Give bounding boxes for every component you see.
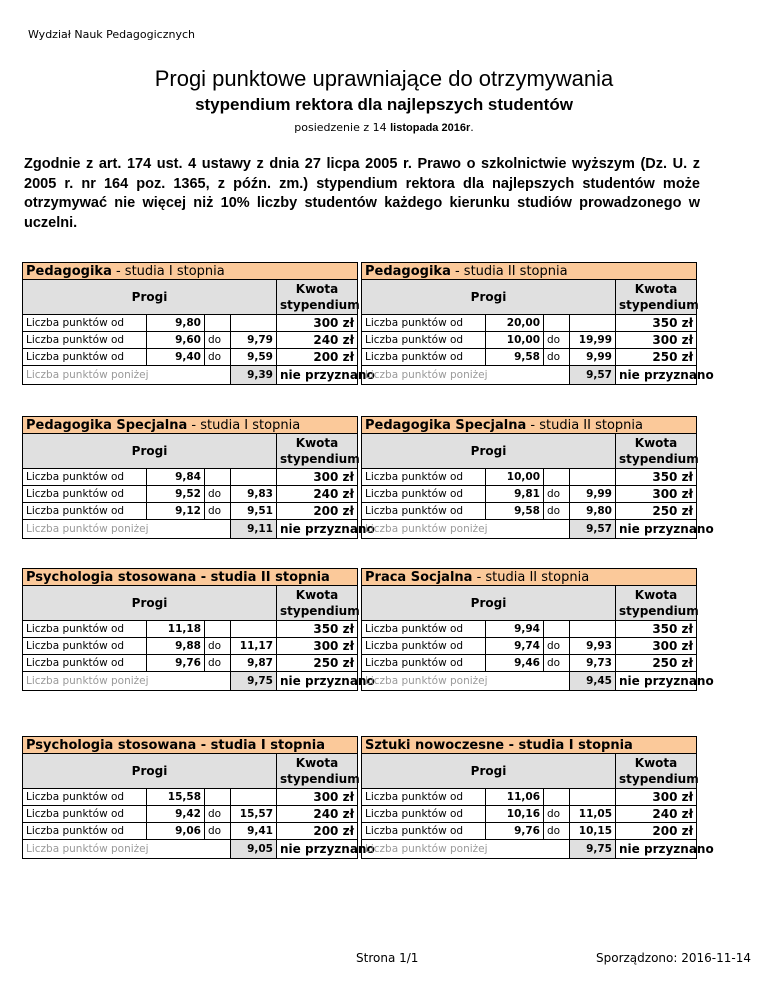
points-to: 9,41 <box>231 823 277 840</box>
do-label: do <box>544 503 570 520</box>
amount: 240 zł <box>277 486 358 503</box>
progi-header: Progi <box>362 586 616 621</box>
amount: 250 zł <box>616 503 697 520</box>
row-label: Liczba punktów od <box>23 349 147 366</box>
do-label: do <box>205 638 231 655</box>
points-from: 9,76 <box>147 655 205 672</box>
row-label: Liczba punktów od <box>362 621 486 638</box>
points-to: 11,05 <box>570 806 616 823</box>
row-label: Liczba punktów od <box>362 789 486 806</box>
do-label: do <box>544 332 570 349</box>
row-label: Liczba punktów od <box>23 332 147 349</box>
threshold-row <box>362 486 697 503</box>
amount: 300 zł <box>277 315 358 332</box>
row-label: Liczba punktów od <box>23 789 147 806</box>
threshold-row <box>362 638 697 655</box>
kwota-header: Kwota stypendium <box>616 280 697 315</box>
below-label: Liczba punktów poniżej <box>362 366 570 385</box>
amount: 350 zł <box>616 469 697 486</box>
amount: 200 zł <box>277 823 358 840</box>
do-label <box>205 621 231 638</box>
below-value: 9,75 <box>231 672 277 691</box>
below-label: Liczba punktów poniżej <box>362 840 570 859</box>
do-label: do <box>205 806 231 823</box>
do-label <box>544 315 570 332</box>
points-from: 9,88 <box>147 638 205 655</box>
below-row <box>23 672 358 691</box>
amount: 300 zł <box>277 789 358 806</box>
points-from: 9,06 <box>147 823 205 840</box>
scholarship-table <box>361 568 714 691</box>
scholarship-table <box>361 262 714 385</box>
points-from: 9,12 <box>147 503 205 520</box>
amount: 240 zł <box>277 332 358 349</box>
below-label: Liczba punktów poniżej <box>23 520 231 539</box>
below-row <box>362 520 697 539</box>
do-label <box>205 315 231 332</box>
points-from: 10,00 <box>486 332 544 349</box>
table-title: Sztuki nowoczesne - studia I stopnia <box>362 737 697 754</box>
points-from: 9,60 <box>147 332 205 349</box>
kwota-header: Kwota stypendium <box>616 754 697 789</box>
points-from: 20,00 <box>486 315 544 332</box>
amount: 350 zł <box>616 315 697 332</box>
points-from: 9,58 <box>486 503 544 520</box>
threshold-row <box>23 349 358 366</box>
kwota-header: Kwota stypendium <box>277 434 358 469</box>
not-granted: nie przyznano <box>616 366 697 385</box>
row-label: Liczba punktów od <box>362 638 486 655</box>
points-from: 9,74 <box>486 638 544 655</box>
points-from: 9,81 <box>486 486 544 503</box>
table-title: Pedagogika - studia I stopnia <box>23 263 358 280</box>
do-label: do <box>205 349 231 366</box>
threshold-row <box>362 315 697 332</box>
row-label: Liczba punktów od <box>23 486 147 503</box>
row-label: Liczba punktów od <box>23 655 147 672</box>
threshold-row <box>23 332 358 349</box>
row-label: Liczba punktów od <box>362 486 486 503</box>
threshold-row <box>23 621 358 638</box>
below-value: 9,57 <box>570 520 616 539</box>
points-from: 15,58 <box>147 789 205 806</box>
amount: 300 zł <box>277 469 358 486</box>
do-label <box>544 789 570 806</box>
row-label: Liczba punktów od <box>23 469 147 486</box>
generated-date: Sporządzono: 2016-11-14 <box>596 951 751 965</box>
do-label: do <box>544 806 570 823</box>
amount: 300 zł <box>616 486 697 503</box>
points-from: 9,84 <box>147 469 205 486</box>
below-row <box>23 520 358 539</box>
below-row <box>362 366 697 385</box>
points-to: 19,99 <box>570 332 616 349</box>
do-label <box>544 621 570 638</box>
points-to <box>231 621 277 638</box>
table-title: Psychologia stosowana - studia II stopnia <box>23 569 358 586</box>
row-label: Liczba punktów od <box>362 503 486 520</box>
points-to <box>570 315 616 332</box>
do-label: do <box>544 655 570 672</box>
below-value: 9,11 <box>231 520 277 539</box>
below-value: 9,39 <box>231 366 277 385</box>
row-label: Liczba punktów od <box>362 823 486 840</box>
points-to: 9,59 <box>231 349 277 366</box>
points-to <box>570 789 616 806</box>
scholarship-table <box>22 416 375 539</box>
row-label: Liczba punktów od <box>362 806 486 823</box>
row-label: Liczba punktów od <box>23 621 147 638</box>
threshold-row <box>23 806 358 823</box>
points-from: 10,00 <box>486 469 544 486</box>
points-from: 9,52 <box>147 486 205 503</box>
kwota-header: Kwota stypendium <box>616 434 697 469</box>
row-label: Liczba punktów od <box>23 823 147 840</box>
points-from: 9,42 <box>147 806 205 823</box>
points-from: 9,58 <box>486 349 544 366</box>
points-from: 9,80 <box>147 315 205 332</box>
below-value: 9,57 <box>570 366 616 385</box>
threshold-row <box>23 823 358 840</box>
points-to <box>231 469 277 486</box>
progi-header: Progi <box>362 434 616 469</box>
threshold-row <box>23 655 358 672</box>
points-to <box>570 469 616 486</box>
points-from: 11,18 <box>147 621 205 638</box>
progi-header: Progi <box>23 434 277 469</box>
below-label: Liczba punktów poniżej <box>362 672 570 691</box>
amount: 350 zł <box>277 621 358 638</box>
do-label: do <box>544 638 570 655</box>
points-to: 9,99 <box>570 349 616 366</box>
points-to: 9,83 <box>231 486 277 503</box>
amount: 350 zł <box>616 621 697 638</box>
scholarship-table <box>22 262 375 385</box>
progi-header: Progi <box>23 586 277 621</box>
amount: 300 zł <box>616 332 697 349</box>
threshold-row <box>23 469 358 486</box>
row-label: Liczba punktów od <box>362 349 486 366</box>
do-label: do <box>544 349 570 366</box>
amount: 240 zł <box>616 806 697 823</box>
row-label: Liczba punktów od <box>23 638 147 655</box>
below-row <box>23 366 358 385</box>
points-to <box>231 315 277 332</box>
amount: 300 zł <box>616 789 697 806</box>
progi-header: Progi <box>362 754 616 789</box>
scholarship-table <box>22 736 375 859</box>
amount: 250 zł <box>277 655 358 672</box>
amount: 250 zł <box>616 655 697 672</box>
scholarship-table <box>22 568 375 691</box>
below-label: Liczba punktów poniżej <box>23 366 231 385</box>
table-title: Pedagogika Specjalna - studia II stopnia <box>362 417 697 434</box>
threshold-row <box>362 789 697 806</box>
faculty-name: Wydział Nauk Pedagogicznych <box>28 28 195 41</box>
amount: 300 zł <box>616 638 697 655</box>
row-label: Liczba punktów od <box>23 315 147 332</box>
row-label: Liczba punktów od <box>362 655 486 672</box>
kwota-header: Kwota stypendium <box>277 754 358 789</box>
points-to: 9,99 <box>570 486 616 503</box>
threshold-row <box>362 823 697 840</box>
points-to: 9,93 <box>570 638 616 655</box>
threshold-row <box>362 332 697 349</box>
below-value: 9,75 <box>570 840 616 859</box>
page-number: Strona 1/1 <box>356 951 419 965</box>
below-value: 9,45 <box>570 672 616 691</box>
points-to: 10,15 <box>570 823 616 840</box>
row-label: Liczba punktów od <box>23 806 147 823</box>
not-granted: nie przyznano <box>616 672 697 691</box>
do-label: do <box>205 823 231 840</box>
page-title: Progi punktowe uprawniające do otrzymywania <box>154 66 614 91</box>
do-label <box>544 469 570 486</box>
row-label: Liczba punktów od <box>362 332 486 349</box>
below-label: Liczba punktów poniżej <box>23 672 231 691</box>
not-granted: nie przyznano <box>277 366 358 385</box>
do-label <box>205 469 231 486</box>
below-row <box>362 840 697 859</box>
progi-header: Progi <box>23 754 277 789</box>
points-from: 10,16 <box>486 806 544 823</box>
threshold-row <box>23 486 358 503</box>
progi-header: Progi <box>362 280 616 315</box>
below-row <box>362 672 697 691</box>
do-label: do <box>544 486 570 503</box>
threshold-row <box>23 503 358 520</box>
points-to: 9,73 <box>570 655 616 672</box>
below-label: Liczba punktów poniżej <box>362 520 570 539</box>
table-title: Pedagogika Specjalna - studia I stopnia <box>23 417 358 434</box>
not-granted: nie przyznano <box>277 840 358 859</box>
kwota-header: Kwota stypendium <box>616 586 697 621</box>
not-granted: nie przyznano <box>277 520 358 539</box>
threshold-row <box>23 789 358 806</box>
points-to: 9,51 <box>231 503 277 520</box>
do-label: do <box>205 655 231 672</box>
table-title: Praca Socjalna - studia II stopnia <box>362 569 697 586</box>
amount: 200 zł <box>616 823 697 840</box>
points-from: 9,46 <box>486 655 544 672</box>
amount: 250 zł <box>616 349 697 366</box>
scholarship-table <box>361 736 714 859</box>
threshold-row <box>362 503 697 520</box>
do-label: do <box>205 503 231 520</box>
amount: 200 zł <box>277 503 358 520</box>
points-from: 9,76 <box>486 823 544 840</box>
amount: 300 zł <box>277 638 358 655</box>
threshold-row <box>362 349 697 366</box>
scholarship-table <box>361 416 714 539</box>
do-label: do <box>544 823 570 840</box>
kwota-header: Kwota stypendium <box>277 280 358 315</box>
row-label: Liczba punktów od <box>362 469 486 486</box>
amount: 240 zł <box>277 806 358 823</box>
not-granted: nie przyznano <box>616 840 697 859</box>
points-from: 11,06 <box>486 789 544 806</box>
points-to: 9,87 <box>231 655 277 672</box>
table-title: Pedagogika - studia II stopnia <box>362 263 697 280</box>
intro-paragraph: Zgodnie z art. 174 ust. 4 ustawy z dnia 27 licpa 2005 r. Prawo o szkolnictwie wyższym (Dz. U. z 2005 r. nr 164 poz. 1365, z późn. zm.) stypendium rektora dla najlepszych studentów może otrzymywać nie więcej niż 10% liczby studentów każdego kierunku studiów prowadzonego w uczelni. <box>24 156 700 231</box>
points-to: 9,80 <box>570 503 616 520</box>
below-label: Liczba punktów poniżej <box>23 840 231 859</box>
threshold-row <box>362 806 697 823</box>
points-to <box>570 621 616 638</box>
below-row <box>23 840 358 859</box>
progi-header: Progi <box>23 280 277 315</box>
points-to: 11,17 <box>231 638 277 655</box>
row-label: Liczba punktów od <box>362 315 486 332</box>
threshold-row <box>23 638 358 655</box>
page-subtitle: stypendium rektora dla najlepszych studentów <box>195 95 573 114</box>
points-from: 9,40 <box>147 349 205 366</box>
do-label <box>205 789 231 806</box>
meeting-date: posiedzenie z 14 listopada 2016r. <box>294 121 474 134</box>
row-label: Liczba punktów od <box>23 503 147 520</box>
threshold-row <box>362 621 697 638</box>
points-to <box>231 789 277 806</box>
threshold-row <box>362 469 697 486</box>
points-from: 9,94 <box>486 621 544 638</box>
points-to: 9,79 <box>231 332 277 349</box>
do-label: do <box>205 332 231 349</box>
table-title: Psychologia stosowana - studia I stopnia <box>23 737 358 754</box>
not-granted: nie przyznano <box>277 672 358 691</box>
not-granted: nie przyznano <box>616 520 697 539</box>
points-to: 15,57 <box>231 806 277 823</box>
threshold-row <box>23 315 358 332</box>
below-value: 9,05 <box>231 840 277 859</box>
kwota-header: Kwota stypendium <box>277 586 358 621</box>
threshold-row <box>362 655 697 672</box>
do-label: do <box>205 486 231 503</box>
amount: 200 zł <box>277 349 358 366</box>
